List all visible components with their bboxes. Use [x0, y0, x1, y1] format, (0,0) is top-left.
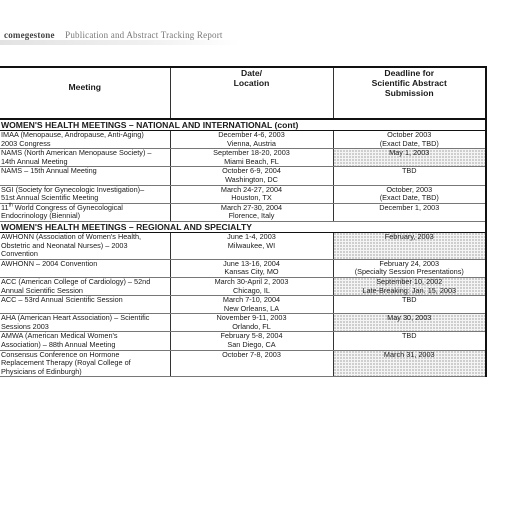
table-row	[0, 296, 486, 314]
table-row	[0, 131, 486, 149]
report-header	[4, 30, 223, 40]
table-row	[0, 232, 486, 259]
meeting-cell: 11th World Congress of Gynecological Endocrinology (Biennial)	[0, 203, 170, 221]
deadline-cell: February 24, 2003 (Specialty Session Presentations)	[333, 259, 486, 277]
table-row	[0, 203, 486, 221]
table-row	[0, 259, 486, 277]
table-row	[0, 332, 486, 350]
meeting-cell: AWHONN – 2004 Convention	[0, 259, 170, 277]
meeting-cell: Consensus Conference on Hormone Replacement Therapy (Royal College of Physicians of Edinburgh)	[0, 350, 170, 377]
column-header-deadline: Deadline for Scientific Abstract Submission	[333, 67, 486, 119]
section-header-row	[0, 119, 486, 131]
table-body	[0, 119, 486, 377]
deadline-cell: March 31, 2003	[333, 350, 486, 377]
date-location-cell: October 6-9, 2004 Washington, DC	[170, 167, 333, 185]
table-row	[0, 350, 486, 377]
meeting-cell: SGI (Society for Gynecologic Investigation)– 51st Annual Scientific Meeting	[0, 185, 170, 203]
table-row	[0, 185, 486, 203]
meeting-cell: NAMS – 15th Annual Meeting	[0, 167, 170, 185]
meeting-cell: AMWA (American Medical Women's Association) – 88th Annual Meeting	[0, 332, 170, 350]
table-row	[0, 167, 486, 185]
section-header-row	[0, 221, 486, 232]
column-header-date-location: Date/ Location	[170, 67, 333, 119]
date-location-cell: October 7-8, 2003	[170, 350, 333, 377]
section-title: WOMEN'S HEALTH MEETINGS – NATIONAL AND INTERNATIONAL (cont)	[0, 119, 486, 131]
date-location-cell: March 24-27, 2004 Houston, TX	[170, 185, 333, 203]
date-location-cell: June 1-4, 2003 Milwaukee, WI	[170, 232, 333, 259]
section-title: WOMEN'S HEALTH MEETINGS – REGIONAL AND SPECIALTY	[0, 221, 486, 232]
deadline-cell: TBD	[333, 332, 486, 350]
table-row	[0, 149, 486, 167]
scan-smudge	[0, 40, 240, 45]
deadline-cell: October 2003 (Exact Date, TBD)	[333, 131, 486, 149]
date-location-cell: March 7-10, 2004 New Orleans, LA	[170, 296, 333, 314]
report-title: Publication and Abstract Tracking Report	[65, 30, 223, 40]
meeting-cell: AWHONN (Association of Women's Health, Obstetric and Neonatal Nurses) – 2003 Convention	[0, 232, 170, 259]
meeting-tracking-table	[0, 66, 487, 377]
meeting-cell: ACC – 53rd Annual Scientific Session	[0, 296, 170, 314]
deadline-cell: October, 2003 (Exact Date, TBD)	[333, 185, 486, 203]
deadline-cell: February, 2003	[333, 232, 486, 259]
date-location-cell: February 5-8, 2004 San Diego, CA	[170, 332, 333, 350]
meeting-cell: AHA (American Heart Association) – Scientific Sessions 2003	[0, 314, 170, 332]
table-header-row	[0, 67, 486, 119]
meeting-cell: NAMS (North American Menopause Society) – 14th Annual Meeting	[0, 149, 170, 167]
deadline-cell: May 1, 2003	[333, 149, 486, 167]
date-location-cell: September 18-20, 2003 Miami Beach, FL	[170, 149, 333, 167]
deadline-cell: December 1, 2003	[333, 203, 486, 221]
date-location-cell: March 30-April 2, 2003 Chicago, IL	[170, 277, 333, 295]
deadline-cell: TBD	[333, 167, 486, 185]
brand-name: comegestone	[4, 30, 55, 40]
date-location-cell: June 13-16, 2004 Kansas City, MO	[170, 259, 333, 277]
date-location-cell: March 27-30, 2004 Florence, Italy	[170, 203, 333, 221]
column-header-meeting: Meeting	[0, 67, 170, 119]
deadline-cell: September 10, 2002 Late-Breaking: Jan. 15, 2003	[333, 277, 486, 295]
deadline-cell: May 30, 2003	[333, 314, 486, 332]
date-location-cell: November 9-11, 2003 Orlando, FL	[170, 314, 333, 332]
date-location-cell: December 4-6, 2003 Vienna, Austria	[170, 131, 333, 149]
table-row	[0, 314, 486, 332]
table-row	[0, 277, 486, 295]
meeting-cell: ACC (American College of Cardiology) – 52nd Annual Scientific Session	[0, 277, 170, 295]
meeting-cell: IMAA (Menopause, Andropause, Anti-Aging) 2003 Congress	[0, 131, 170, 149]
deadline-cell: TBD	[333, 296, 486, 314]
